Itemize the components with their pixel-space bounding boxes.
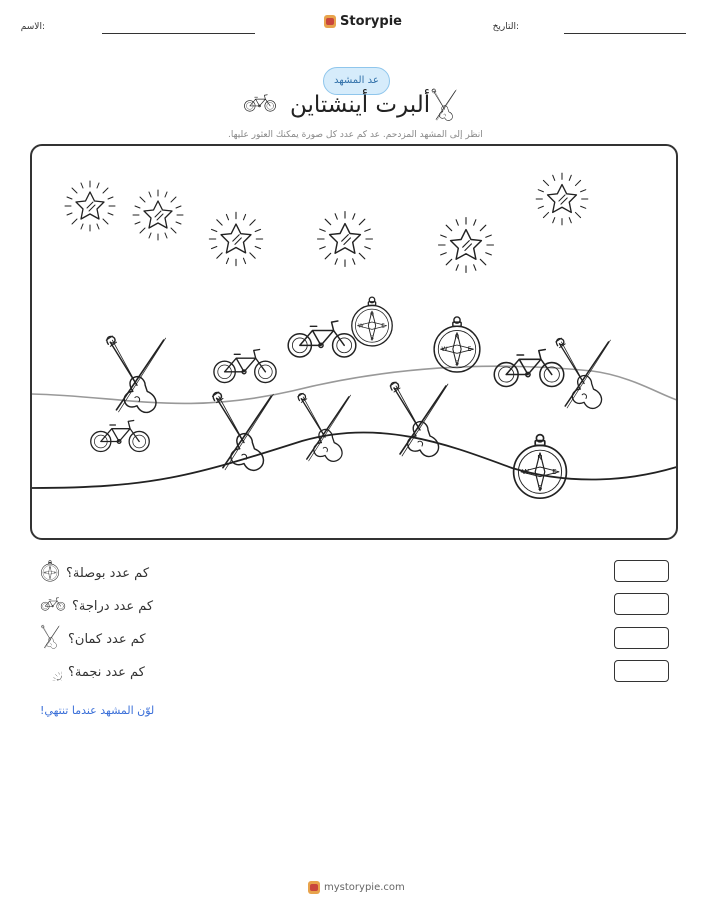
bike-2 <box>214 349 276 382</box>
footer-url[interactable]: mystorypie.com <box>324 882 405 893</box>
scene-panel[interactable] <box>30 144 678 540</box>
star-2 <box>133 190 183 240</box>
violin-icon <box>40 624 62 654</box>
brand-logo <box>324 14 402 29</box>
storypie-logo-icon <box>324 15 336 28</box>
name-line[interactable] <box>102 33 255 34</box>
bicycle-icon <box>40 596 66 616</box>
bike-4 <box>91 420 150 451</box>
violin-4 <box>298 393 351 461</box>
star-6 <box>536 173 588 225</box>
violin-5 <box>390 382 448 457</box>
date-line[interactable] <box>564 33 686 34</box>
date-label: التاريخ: <box>492 22 519 32</box>
question-star <box>40 661 170 683</box>
question-bicycle <box>40 595 170 617</box>
bicycle-icon <box>243 92 277 116</box>
bike-1 <box>288 321 356 357</box>
brand-name: Storypie <box>340 14 402 29</box>
instructions: انظر إلى المشهد المزدحم. عد كم عدد كل صورة يمكنك العثور عليها. <box>228 130 483 140</box>
star-icon <box>40 659 62 685</box>
question-text: كم عدد كمان؟ <box>68 631 146 647</box>
question-text: كم عدد بوصلة؟ <box>66 565 150 581</box>
star-3 <box>209 212 262 265</box>
footer <box>308 881 405 894</box>
answer-box-compass[interactable] <box>614 560 669 582</box>
compass-1 <box>352 297 392 346</box>
color-prompt: لوّن المشهد عندما تنتهي! <box>40 704 155 717</box>
violin-icon <box>430 88 460 122</box>
question-compass <box>40 562 170 584</box>
star-5 <box>439 218 494 273</box>
answer-box-violin[interactable] <box>614 627 669 649</box>
question-text: كم عدد نجمة؟ <box>68 664 145 680</box>
compass-icon <box>40 560 60 586</box>
storypie-logo-icon <box>308 881 320 894</box>
question-violin <box>40 628 170 650</box>
question-text: كم عدد دراجة؟ <box>72 598 154 614</box>
compass-3 <box>514 435 567 499</box>
question-list <box>40 562 170 683</box>
star-1 <box>65 181 115 231</box>
compass-2 <box>434 317 480 372</box>
answer-box-bicycle[interactable] <box>614 593 669 615</box>
activity-badge: عد المشهد <box>323 67 390 95</box>
star-4 <box>318 212 373 267</box>
name-label: الاسم: <box>20 22 45 32</box>
page-title: ألبرت أينشتاين <box>290 92 431 118</box>
answer-box-star[interactable] <box>614 660 669 682</box>
